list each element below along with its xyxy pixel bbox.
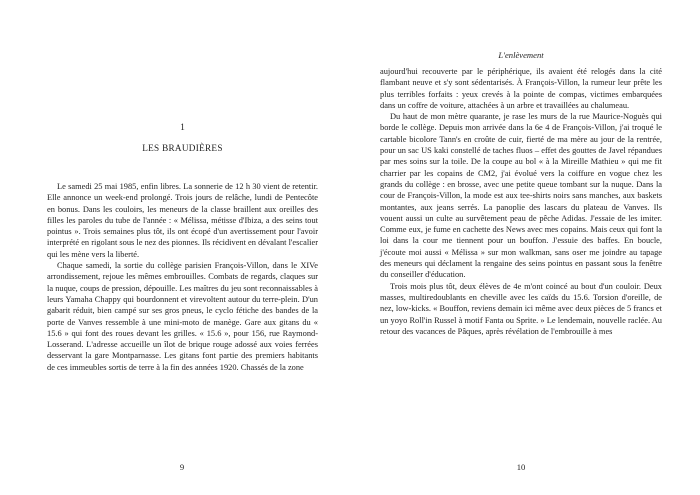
paragraph: Du haut de mon mètre quarante, je rase les murs de la rue Maurice-Noguès qui borde le collège. Depuis mon arrivée dans la 6e 4 de François-Villon, j'ai troqué le cartable bicolore Tann's en croûte de cuir, fierté de ma mère au jour de la rentrée, pour un sac US kaki constellé de taches fluos – effet des gouttes de Javel répandues par mes soins sur la toile. De la coupe au bol « à la Mireille Mathieu » qui me fit charrier par les copains de CM2, j'ai évolué vers la coiffure en vogue chez les grands du collège : en brosse, avec une petite queue tombant sur la nuque. Dans la cour de François-Villon, la mode est aux tee-shirts noirs sans manches, aux baskets montantes, aux jeans serrés. La panoplie des lascars du plateau de Vanves. Ils vouent aussi un culte au survêtement peau de pêche Adidas. J'essaie de les imiter. Comme eux, je fume en cachette des News avec mes copains. Mais ceux qui font la loi dans la cour me tiennent pour un bouffon. J'essuie des baffes. En boucle, j'écoute moi aussi « Mélissa » sur mon walkman, sans oser me joindre au tapage des meneurs qui déclament la rengaine des seins pointus en passant sous la fenêtre du conseiller d'éducation. [380, 112, 662, 280]
left-page-body [47, 181, 318, 373]
paragraph: aujourd'hui recouverte par le périphérique, ils avaient été relogés dans la cité flambant neuve et s'y sont sédentarisés. À François-Villon, la rumeur leur prête les plus terribles forfaits : yeux crevés à la pointe de compas, victimes embarquées dans un coffre de voiture, attachées à un arbre et travaillées au chalumeau. [380, 67, 662, 110]
page-number: 10 [516, 462, 526, 472]
page-number: 9 [179, 462, 185, 472]
right-page-body [380, 66, 662, 337]
chapter-title: LES BRAUDIÈRES [142, 143, 223, 153]
paragraph: Le samedi 25 mai 1985, enfin libres. La sonnerie de 12 h 30 vient de retentir. Elle annonce un week-end prolongé. Trois jours de relâche, lundi de Pentecôte en bonus. Dans les couloirs, les meneurs de la classe braillent aux oreilles des filles les paroles du tube de l'année : « Mélissa, métisse d'Ibiza, a des seins tout pointus ». Trois semaines plus tôt, ils ont écopé d'un avertissement pour l'avoir interprété en rigolant sous le nez des pionnes. Ils récidivent en dévalant l'escalier qui les mène vers la liberté. [47, 182, 318, 259]
chapter-number: 1 [180, 123, 185, 133]
right-page [350, 0, 700, 495]
paragraph: Trois mois plus tôt, deux élèves de 4e m'ont coincé au bout d'un couloir. Deux masses, multiredoublants en cheville avec les caïds du 15.6. Torsion d'oreille, de nez, low-kicks. « Bouffon, reviens demain ici même avec deux pièces de 5 francs et un yoyo Roll'in Russel à motif Fanta ou Sprite. » Le lendemain, nouvelle raclée. Au retour des vacances de Pâques, après révélation de l'embrouille à mes [380, 281, 662, 336]
paragraph: Chaque samedi, la sortie du collège parisien François-Villon, dans le XIVe arrondissement, rejoue les mêmes embrouilles. Combats de regards, claques sur la nuque, coups de pression, dépouille. Les maîtres du jeu sont reconnaissables à leurs Yamaha Chappy qui bourdonnent et virevoltent autour du terre-plein. D'un gabarit réduit, bien campé sur ses gros pneus, le cyclo fétiche des bandes de la porte de Vanves ressemble à une mini-moto de manège. Gare aux gitans du « 15.6 » qui font des roues devant les grilles. « 15.6 », pour 156, rue Raymond-Losserand. L'adresse accueille un îlot de brique rouge adossé aux voies ferrées desservant la gare Montparnasse. Les gitans font partie des premiers habitants de ces immeubles sortis de terre à la fin des années 1920. Chassés de la zone [47, 261, 318, 372]
running-header: L'enlèvement [498, 50, 544, 60]
